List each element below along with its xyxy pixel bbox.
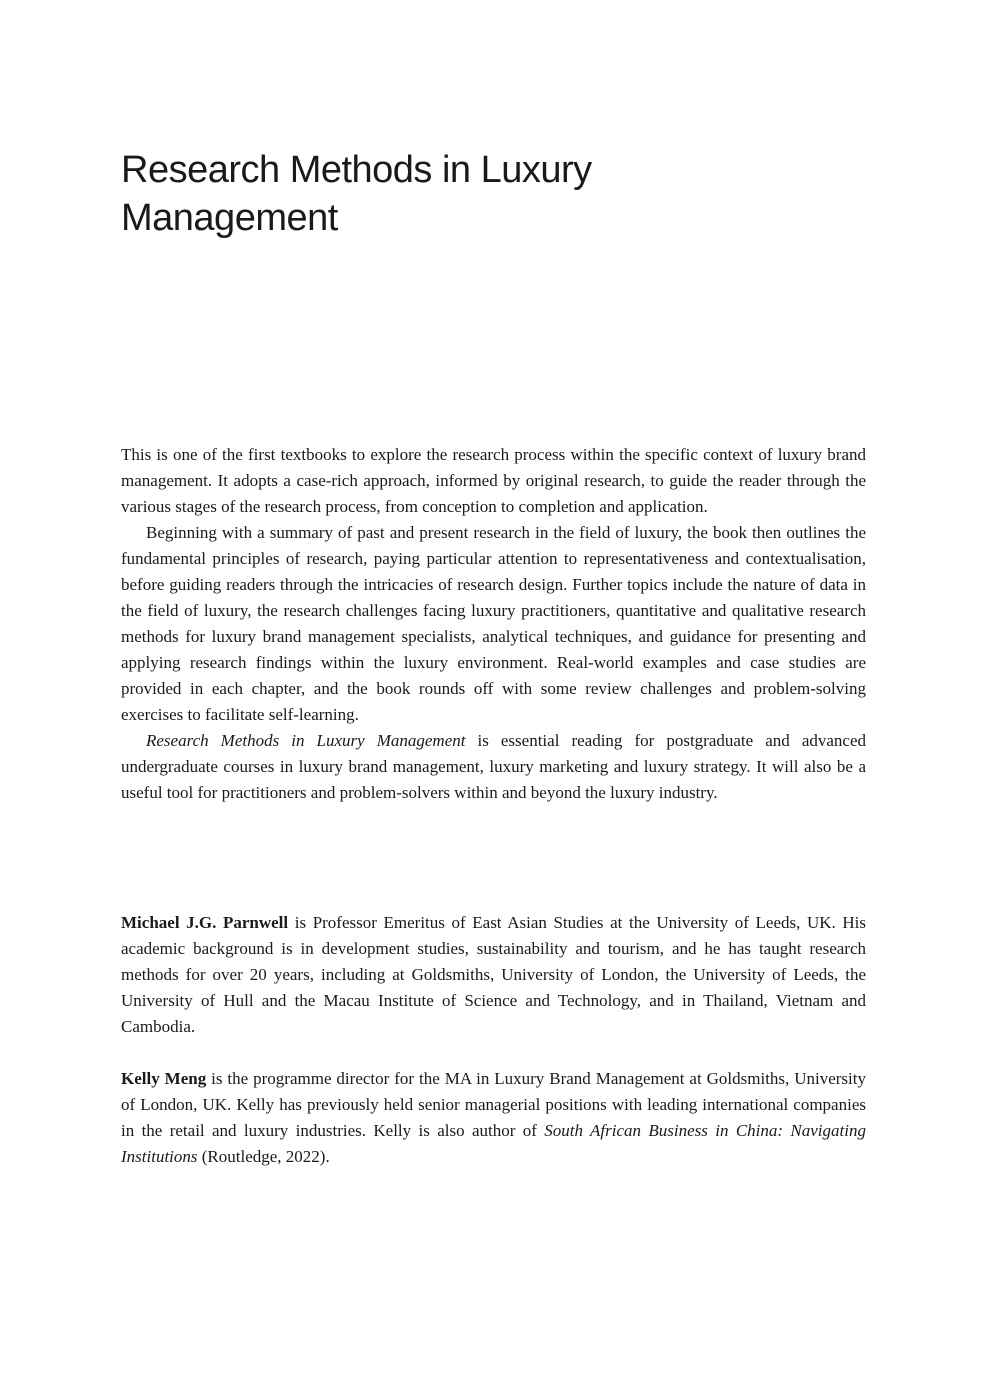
book-description xyxy=(121,442,866,806)
author-name-parnwell: Michael J.G. Parnwell xyxy=(121,913,289,932)
book-title xyxy=(121,146,821,242)
book-title-line-1: Research Methods in Luxury xyxy=(121,149,592,191)
author-bio-parnwell-text: is Professor Emeritus of East Asian Studies at the University of Leeds, UK. His academic background is in development studies, sustainability and tourism, and he has taught research methods for over 20 years, including at Goldsmiths, University of London, the University of Leeds, the University of Hull and the Macau Institute of Science and Technology, and in Thailand, Vietnam and Cambodia. xyxy=(121,913,867,1036)
author-book-title-italic: South African Business in China: Navigating Institutions xyxy=(121,1121,866,1166)
description-paragraph-1: This is one of the first textbooks to explore the research process within the specific context of luxury brand management. It adopts a case-rich approach, informed by original research, to guide the reader through the various stages of the research process, from conception to completion and application. xyxy=(121,445,866,516)
author-name-meng: Kelly Meng xyxy=(121,1069,207,1088)
description-paragraph-2: Beginning with a summary of past and present research in the field of luxury, the book then outlines the fundamental principles of research, paying particular attention to representativeness and contextualisation, before guiding readers through the intricacies of research design. Further topics include the nature of data in the field of luxury, the research challenges facing luxury practitioners, quantitative and qualitative research methods for luxury brand management specialists, analytical techniques, and guidance for presenting and applying research findings within the luxury environment. Real-world examples and case studies are provided in each chapter, and the book rounds off with some review challenges and problem-solving exercises to facilitate self-learning. xyxy=(121,523,866,724)
description-paragraph-3-text: is essential reading for postgraduate and advanced undergraduate courses in luxury brand management, luxury marketing and luxury strategy. It will also be a useful tool for practitioners and problem-solvers within and beyond the luxury industry. xyxy=(121,731,866,802)
book-title-line-2: Management xyxy=(121,197,338,239)
author-bio-meng-text: is the programme director for the MA in Luxury Brand Management at Goldsmiths, University of London, UK. Kelly has previously held senior managerial positions with leading international companies in the retail and luxury industries. Kelly is also author of xyxy=(121,1069,866,1140)
author-bio-parnwell xyxy=(121,910,866,1040)
author-bio-meng xyxy=(121,1066,866,1170)
book-title-italic: Research Methods in Luxury Management xyxy=(146,731,466,750)
description-paragraph-3 xyxy=(121,728,866,806)
author-bio-meng-text-end: (Routledge, 2022). xyxy=(197,1147,330,1166)
